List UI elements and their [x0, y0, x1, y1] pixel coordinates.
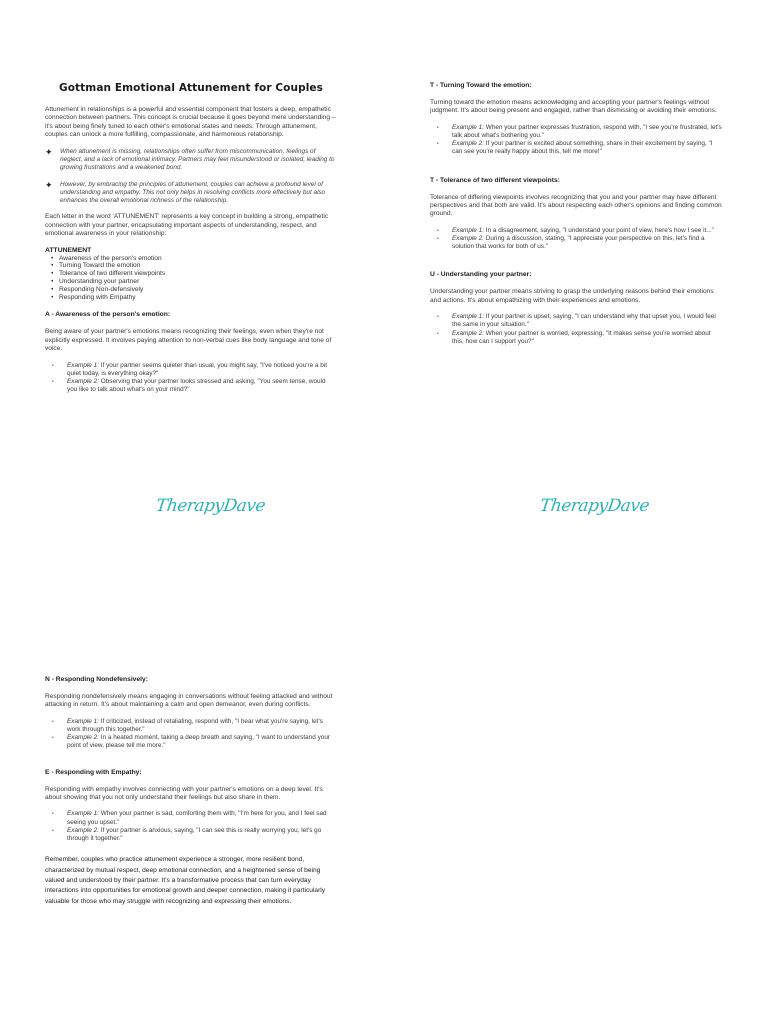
example-text: If your partner seems quieter than usual, you might say, "I've noticed you're a bit quiet today, is everything okay?" — [67, 361, 328, 377]
sparkle-star-icon: ✦ — [45, 146, 53, 157]
example-label: Example 1: — [67, 361, 99, 369]
example-item — [452, 235, 722, 251]
example-label: Example 2: — [452, 235, 484, 243]
example-item — [67, 827, 337, 843]
example-item — [67, 734, 337, 750]
section-a-heading: A - Awareness of the person's emotion: — [45, 311, 171, 319]
list-item: • Responding with Empathy — [59, 294, 337, 302]
letters-intro: Each letter in the word 'ATTUNEMENT' represents a key concept in building a strong, empathetic connection with your partner, encapsulating important aspects of understanding, respect, and emotional awareness in your relationship: — [45, 213, 329, 238]
document-title: Gottman Emotional Attunement for Couples — [59, 82, 323, 94]
example-text: During a discussion, stating, "I appreciate your perspective on this, let's find a solution that works for both of us." — [452, 235, 705, 251]
example-item — [452, 140, 722, 156]
example-text: In a disagreement, saying, "I understand your point of view, here's how I see it..." — [483, 226, 714, 234]
section-e-heading: E - Responding with Empathy: — [45, 768, 142, 776]
section-t1-heading: T - Turning Toward the emotion: — [430, 82, 532, 89]
section-t1-body: Turning toward the emotion means acknowledging and accepting your partner's feelings without judgment. It's about being present and engaged, rather than dismissing or avoiding their emotions. — [430, 99, 717, 115]
example-item — [452, 330, 722, 346]
note-missing-attunement — [45, 148, 337, 173]
note-embracing-attunement — [45, 181, 337, 206]
section-n-examples — [45, 718, 337, 751]
attunement-heading: ATTUNEMENT — [45, 246, 92, 254]
example-text: Observing that your partner looks stressed and asking, "You seem tense, would you like to talk about what's on your mind?" — [67, 378, 326, 394]
example-item — [67, 362, 337, 378]
section-n-heading: N - Responding Nondefensively: — [45, 676, 148, 683]
note-text: When attunement is missing, relationships often suffer from miscommunication, feelings of neglect, and a lack of emotional intimacy. Partners may feel misunderstood or isolated, leading to growing frustrations and a weakened bond. — [60, 147, 335, 172]
section-a-examples — [45, 362, 337, 395]
section-e-examples — [45, 810, 337, 843]
list-item: • Tolerance of two different viewpoints — [59, 270, 337, 278]
page-3 — [45, 676, 337, 915]
example-text: When your partner is sad, comforting them with, "I'm here for you, and I feel sad seeing you upset." — [67, 810, 327, 826]
section-t2-examples — [430, 227, 722, 252]
example-label: Example 1: — [452, 123, 484, 131]
example-item — [67, 810, 337, 826]
section-u-examples — [430, 313, 722, 346]
example-item — [67, 378, 337, 394]
page-1 — [45, 82, 337, 402]
section-e-body: Responding with empathy involves connecting with your partner's emotions on a deep level. It's about showing that you not only understand their feelings but also share in them. — [45, 785, 323, 802]
list-item: • Awareness of the person's emotion — [59, 255, 337, 263]
example-text: When your partner expresses frustration, respond with, "I see you're frustrated, let's talk about what's bothering you." — [452, 123, 722, 140]
example-text: In a heated moment, taking a deep breath and saying, "I want to understand your point of view, please tell me more." — [67, 734, 331, 750]
section-u-heading: U - Understanding your partner: — [430, 271, 532, 279]
page-2 — [430, 82, 722, 354]
example-text: If your partner is excited about something, share in their excitement by saying, "I can see you're really happy about this, tell me more!" — [452, 140, 713, 156]
therapydave-logo: TherapyDave — [538, 496, 651, 516]
section-u-body: Understanding your partner means striving to grasp the underlying reasons behind their emotions and actions. It's about empathizing with their experiences and emotions. — [430, 288, 714, 304]
example-label: Example 1: — [452, 226, 484, 234]
therapydave-logo: TherapyDave — [154, 496, 267, 516]
example-label: Example 2: — [452, 140, 484, 148]
example-item — [452, 313, 722, 329]
attunement-list — [45, 255, 337, 302]
example-label: Example 1: — [67, 810, 99, 818]
example-label: Example 1: — [452, 313, 484, 321]
example-text: If criticized, instead of retaliating, respond with, "I hear what you're saying, let's work through this together." — [67, 717, 323, 734]
example-text: If your partner is upset, saying, "I can understand why that upset you, I would feel the same in your situation." — [452, 313, 716, 329]
example-item — [452, 227, 722, 235]
section-t2-body: Tolerance of differing viewpoints involves recognizing that you and your partner may have different perspectives and that both are valid. It's about respecting each other's opinions and finding common ground. — [430, 193, 722, 218]
section-t2-heading: T - Tolerance of two different viewpoints: — [430, 176, 560, 184]
note-text: However, by embracing the principles of attunement, couples can achieve a profound level of understanding and empathy. This not only helps in resolving conflicts more effectively but also enhances the overall emotional richness of the relationship. — [60, 180, 326, 205]
section-t1-examples — [430, 124, 722, 157]
intro-paragraph: Attunement in relationships is a powerful and essential component that fosters a deep, empathetic connection between partners. This concept is crucial because it goes beyond mere understanding – it's about being finely tuned to each other's emotional states and needs. Through attunement, couples can unlock a more fulfilling, compassionate, and harmonious relationship. — [45, 106, 336, 139]
section-a-body: Being aware of your partner's emotions means recognizing their feelings, even when they're not explicitly expressed. It involves paying attention to non-verbal cues like body language and tone of voice. — [45, 328, 332, 353]
example-item — [452, 124, 722, 140]
example-item — [67, 718, 337, 734]
list-item: • Responding Non-defensively — [59, 286, 337, 294]
example-text: If your partner is anxious, saying, "I can see this is really worrying you, let's go through it together." — [67, 826, 322, 843]
sparkle-star-icon: ✦ — [45, 179, 53, 190]
closing-paragraph: Remember, couples who practice attunement experience a stronger, more resilient bond, characterized by mutual respect, deep emotional connection, and a heightened sense of being valued and understood by their partner. It's a transformative process that can turn everyday interactions into opportunities for emotional growth and deeper connection, making it particularly valuable for those who may struggle with recognizing and expressing their emotions. — [45, 856, 326, 905]
example-label: Example 1: — [67, 717, 99, 725]
example-label: Example 2: — [452, 329, 484, 337]
example-label: Example 2: — [67, 826, 99, 834]
example-label: Example 2: — [67, 378, 99, 386]
example-label: Example 2: — [67, 734, 99, 742]
list-item: • Understanding your partner — [59, 278, 337, 286]
list-item: • Turning Toward the emotion — [59, 262, 337, 270]
example-text: When your partner is worried, expressing, "It makes sense you're worried about this, how can I support you?" — [452, 329, 711, 345]
section-n-body: Responding nondefensively means engaging in conversations without feeling attacked and without attacking in return. It's about maintaining a calm and open demeanor, even during conflicts. — [45, 693, 333, 709]
